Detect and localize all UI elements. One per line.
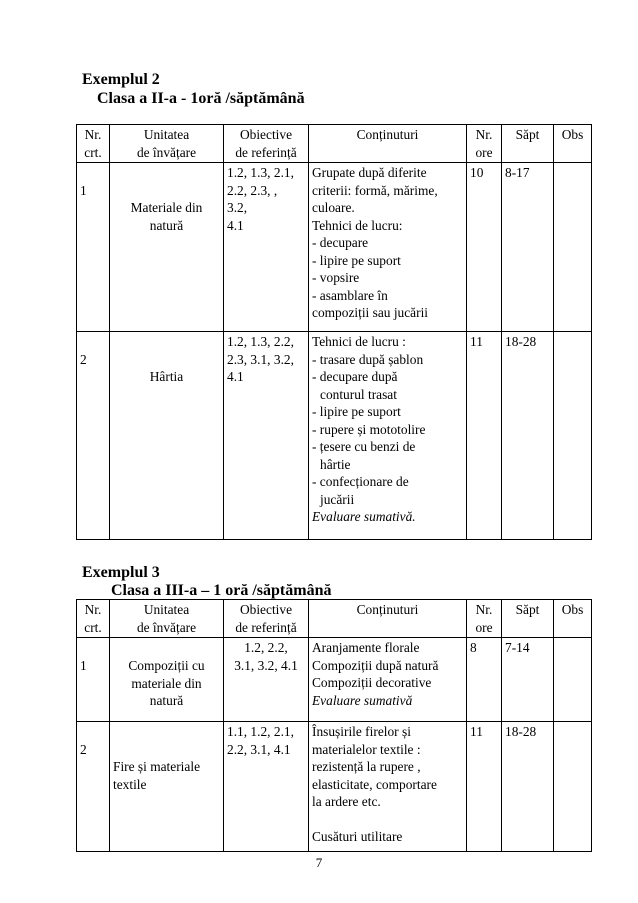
- row-nr: 1: [77, 638, 110, 722]
- row-continut: Aranjamente florale Compoziții după natură Compoziții decorative Evaluare sumativă: [309, 638, 467, 722]
- header-obs: Obs: [554, 125, 592, 163]
- page-number: 7: [315, 855, 323, 870]
- row-ore: 8: [467, 638, 502, 722]
- row-continut: Însușirile firelor și materialelor textile : rezistență la rupere , elasticitate, comportare la ardere etc. Cusături utilitare: [309, 722, 467, 852]
- row-obs: [554, 332, 592, 540]
- example2-subtitle: Clasa a II-a - 1oră /săptămână: [97, 90, 305, 107]
- row-continut: Tehnici de lucru : - trasare după șablon - decupare după conturul trasat - lipire pe suport - rupere și mototolire - țesere cu benzi de hârtie - confecționare de jucării Evaluare sumativă.: [309, 332, 467, 540]
- row-nr: 2: [77, 722, 110, 852]
- header-continuturi: Conținuturi: [309, 600, 467, 638]
- row-sapt: 18-28: [502, 722, 554, 852]
- row-obs: [554, 722, 592, 852]
- example3-table: [76, 599, 592, 852]
- header-obiective: Obiective de referință: [224, 600, 309, 638]
- row-unit: Materiale din natură: [110, 163, 224, 332]
- row-obiective: 1.2, 1.3, 2.1, 2.2, 2.3, , 3.2, 4.1: [224, 163, 309, 332]
- row-obiective: 1.2, 1.3, 2.2, 2.3, 3.1, 3.2, 4.1: [224, 332, 309, 540]
- header-ore: Nr. ore: [467, 600, 502, 638]
- table-row: [77, 638, 592, 722]
- header-ore: Nr. ore: [467, 125, 502, 163]
- header-sapt: Săpt: [502, 600, 554, 638]
- row-unit: Fire și materiale textile: [110, 722, 224, 852]
- row-obiective: 1.2, 2.2, 3.1, 3.2, 4.1: [224, 638, 309, 722]
- row-continut: Grupate după diferite criterii: formă, mărime, culoare. Tehnici de lucru: - decupare - lipire pe suport - vopsire - asamblare în compoziții sau jucării: [309, 163, 467, 332]
- row-unit: Compoziții cu materiale din natură: [110, 638, 224, 722]
- header-row: [77, 125, 592, 163]
- evaluation-note: Evaluare sumativă.: [312, 509, 416, 524]
- example2-title: Exemplul 2: [82, 71, 160, 88]
- row-ore: 11: [467, 722, 502, 852]
- row-obiective: 1.1, 1.2, 2.1, 2.2, 3.1, 4.1: [224, 722, 309, 852]
- header-obiective: Obiective de referință: [224, 125, 309, 163]
- header-row: [77, 600, 592, 638]
- row-obs: [554, 638, 592, 722]
- row-unit: Hârtia: [110, 332, 224, 540]
- header-unitatea: Unitatea de învățare: [110, 600, 224, 638]
- row-ore: 11: [467, 332, 502, 540]
- row-nr: 2: [77, 332, 110, 540]
- table-row: [77, 163, 592, 332]
- example3-subtitle: Clasa a III-a – 1 oră /săptămână: [111, 582, 332, 599]
- row-sapt: 18-28: [502, 332, 554, 540]
- header-unitatea: Unitatea de învățare: [110, 125, 224, 163]
- example3-title: Exemplul 3: [82, 564, 160, 581]
- header-continuturi: Conținuturi: [309, 125, 467, 163]
- row-ore: 10: [467, 163, 502, 332]
- example2-table: [76, 124, 592, 540]
- header-nr: Nr. crt.: [77, 600, 110, 638]
- table-row: [77, 332, 592, 540]
- row-nr: 1: [77, 163, 110, 332]
- row-sapt: 8-17: [502, 163, 554, 332]
- evaluation-note: Evaluare sumativă: [312, 692, 413, 708]
- row-obs: [554, 163, 592, 332]
- header-obs: Obs: [554, 600, 592, 638]
- row-sapt: 7-14: [502, 638, 554, 722]
- header-sapt: Săpt: [502, 125, 554, 163]
- header-nr: Nr. crt.: [77, 125, 110, 163]
- table-row: [77, 722, 592, 852]
